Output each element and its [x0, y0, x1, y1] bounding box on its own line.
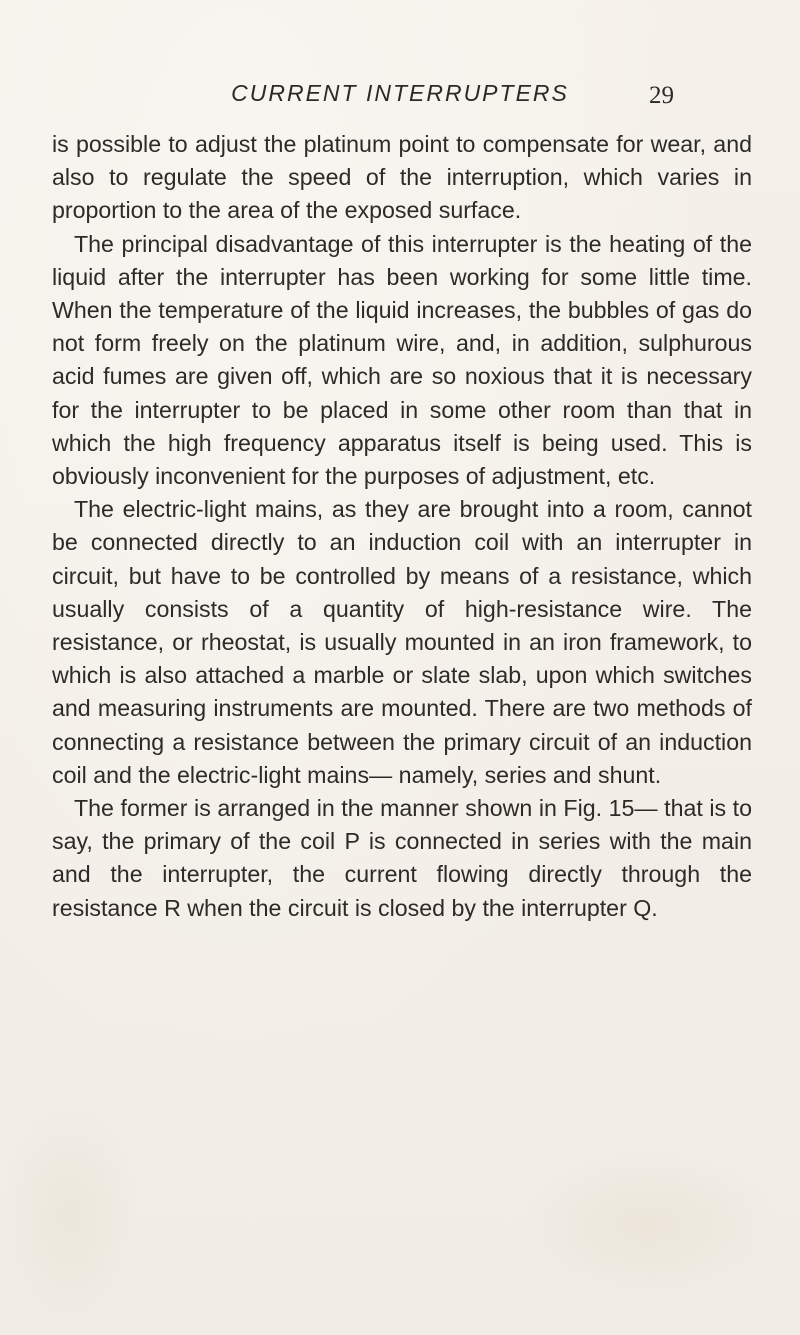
- paragraph-series-arrangement: The former is arranged in the manner shown in Fig. 15— that is to say, the primary of the coil P is connected in series with the main and the interrupter, the current flowing directly through the resistance R when the circuit is closed by the interrupter Q.: [52, 795, 752, 921]
- running-head: [0, 80, 800, 116]
- chapter-title: CURRENT INTERRUPTERS: [231, 80, 569, 106]
- paragraph-continuation: is possible to adjust the platinum point to compensate for wear, and also to regulate the speed of the interruption, which varies in proportion to the area of the exposed surface.: [52, 131, 752, 224]
- body-text: [52, 128, 752, 925]
- paragraph-disadvantage: The principal disadvantage of this interrupter is the heating of the liquid after the interrupter has been working for some little time. When the temperature of the liquid increases, the bubbles of gas do not form freely on the platinum wire, and, in addition, sulphurous acid fumes are given off, which are so noxious that it is necessary for the interrupter to be placed in some other room than that in which the high frequency apparatus itself is being used. This is obviously inconvenient for the purposes of adjustment, etc.: [52, 230, 752, 490]
- paragraph-electric-mains: The electric-light mains, as they are brought into a room, cannot be connected directly to an induction coil with an interrupter in circuit, but have to be controlled by means of a resistance, which usually consists of a quantity of high-resistance wire. The resistance, or rheostat, is usually mounted in an iron framework, to which is also attached a marble or slate slab, upon which switches and measuring instruments are mounted. There are two methods of connecting a resistance between the primary circuit of an induction coil and the electric-light mains— namely, series and shunt.: [52, 496, 752, 788]
- page-number: 29: [649, 82, 674, 109]
- paper-stain: [520, 1150, 780, 1300]
- paper-stain: [0, 1100, 140, 1335]
